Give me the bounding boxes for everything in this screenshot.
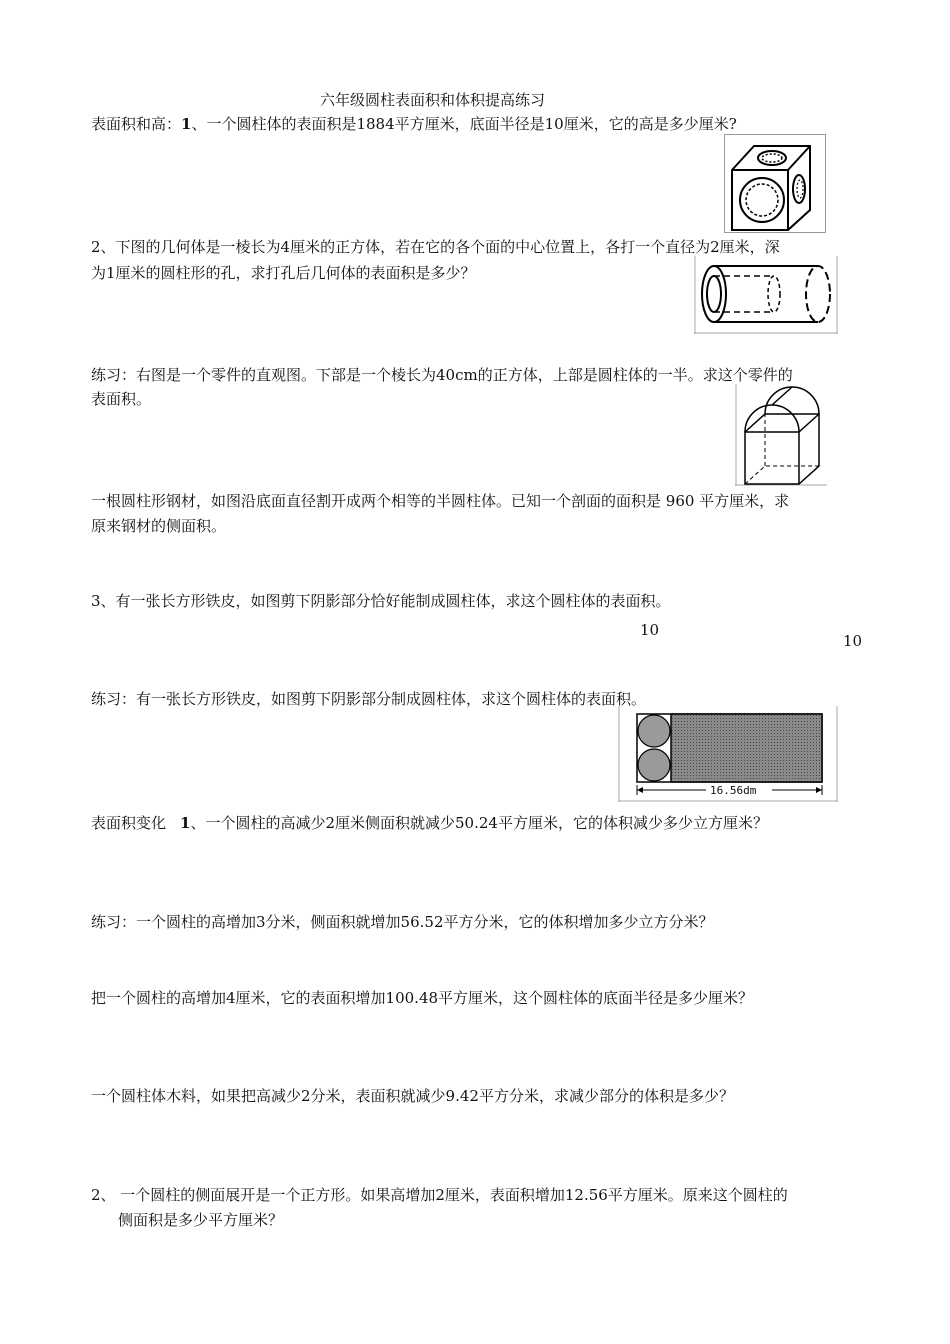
practice-height-increase: 练习：一个圆柱的高增加3分米，侧面积就增加56.52平方分米，它的体积增加多少立方分米？ bbox=[91, 913, 714, 931]
sheet-length-label: 16.56dm bbox=[710, 784, 757, 797]
question-steel-line2: 原来钢材的侧面积。 bbox=[91, 517, 227, 535]
iron-sheet-figure bbox=[618, 706, 838, 802]
question-square-line1: 2、 一个圆柱的侧面展开是一个正方形。如果高增加2厘米，表面积增加12.56平方厘米。原来这个圆柱的 bbox=[91, 1186, 788, 1204]
question-surface-height bbox=[91, 113, 737, 135]
practice-iron-sheet: 练习：有一张长方形铁皮，如图剪下阴影部分制成圆柱体，求这个圆柱体的表面积。 bbox=[91, 690, 647, 708]
question-number: 1 bbox=[181, 115, 192, 133]
question-number: 1 bbox=[180, 814, 191, 832]
dimension-label-b: 10 bbox=[843, 632, 863, 650]
question-square-line2: 侧面积是多少平方厘米？ bbox=[118, 1211, 284, 1229]
question-cube-holes-line2: 为1厘米的圆柱形的孔，求打孔后几何体的表面积是多少？ bbox=[91, 264, 476, 282]
dimension-label-a: 10 bbox=[640, 621, 660, 639]
cube-with-holes-figure bbox=[724, 134, 826, 233]
page-title: 六年级圆柱表面积和体积提高练习 bbox=[320, 91, 546, 109]
hollow-cylinder-figure bbox=[694, 256, 838, 334]
question-cube-holes-line1: 2、下图的几何体是一棱长为4厘米的正方体，若在它的各个面的中心位置上，各打一个直径为2厘米，深 bbox=[91, 238, 780, 256]
question-iron-sheet: 3、有一张长方形铁皮，如图剪下阴影部分恰好能制成圆柱体，求这个圆柱体的表面积。 bbox=[91, 592, 671, 610]
practice-part-line1: 练习：右图是一个零件的直观图。下部是一个棱长为40cm的正方体，上部是圆柱体的一半。求这个零件的 bbox=[91, 366, 793, 384]
question-text: 、一个圆柱的高减少2厘米侧面积就减少50.24平方厘米，它的体积减少多少立方厘米？ bbox=[190, 814, 768, 832]
cube-half-cylinder-figure bbox=[735, 384, 827, 486]
practice-part-line2: 表面积。 bbox=[91, 390, 152, 408]
question-text: 、一个圆柱体的表面积是1884平方厘米，底面半径是10厘米，它的高是多少厘米? bbox=[191, 115, 737, 133]
question-wood: 一个圆柱体木料，如果把高减少2分米，表面积就减少9.42平方分米，求减少部分的体积是多少？ bbox=[91, 1087, 734, 1105]
question-height-increase-4: 把一个圆柱的高增加4厘米，它的表面积增加100.48平方厘米，这个圆柱体的底面半径是多少厘米？ bbox=[91, 989, 754, 1007]
question-steel-line1: 一根圆柱形钢材，如图沿底面直径割开成两个相等的半圆柱体。已知一个剖面的面积是 960 平方厘米，求 bbox=[91, 492, 790, 510]
section-label: 表面积和高： bbox=[91, 115, 182, 133]
section-label: 表面积变化 bbox=[91, 814, 167, 832]
question-height-decrease bbox=[91, 812, 768, 834]
